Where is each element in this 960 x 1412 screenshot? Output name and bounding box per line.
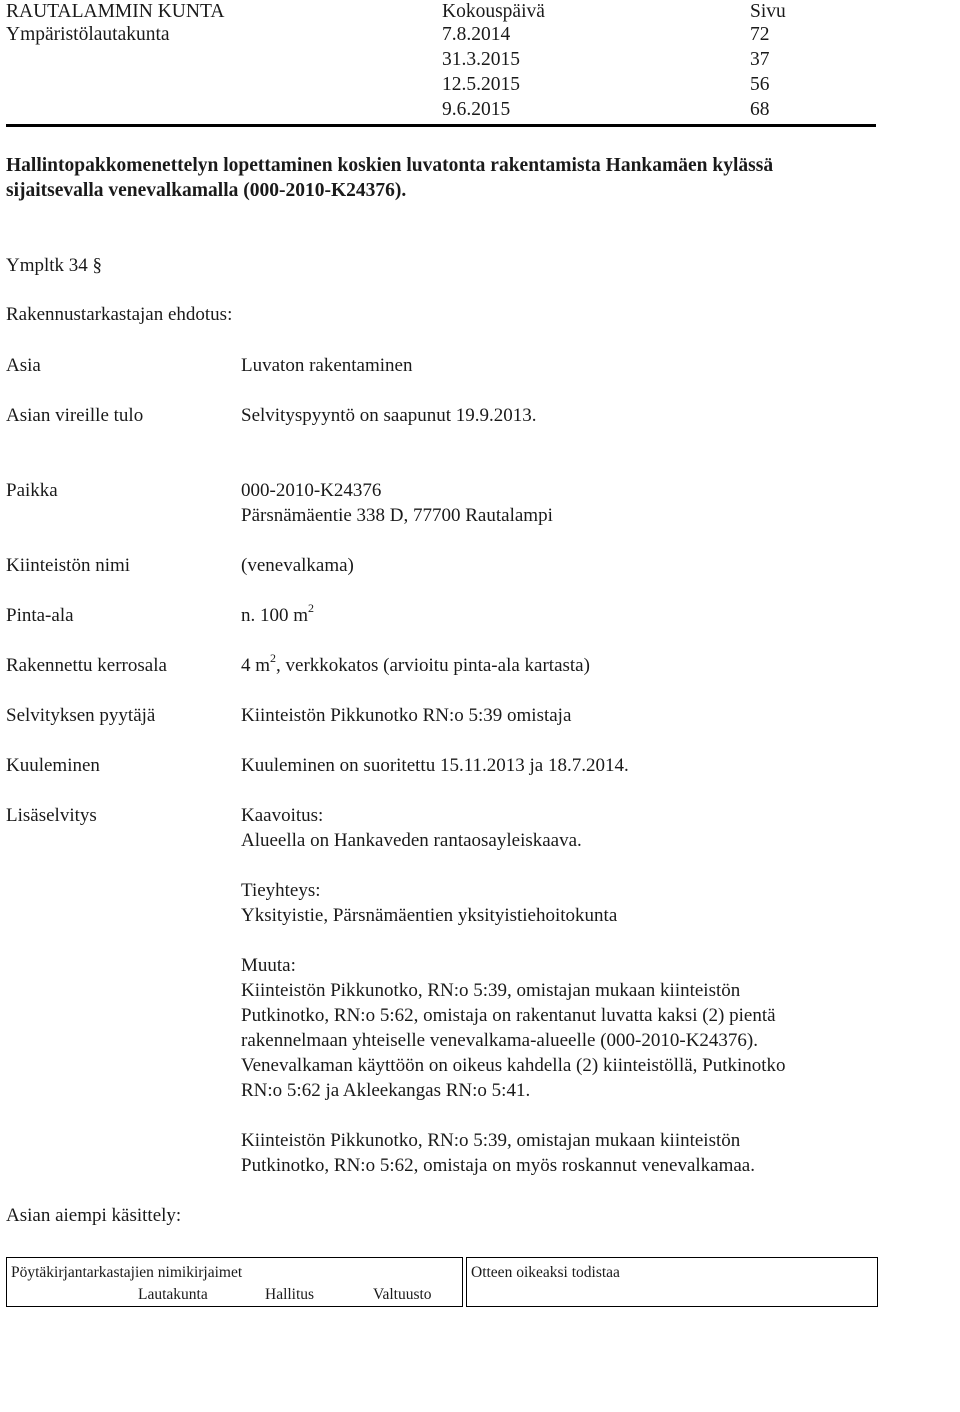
field-label-paikka: Paikka <box>6 480 58 501</box>
page-number: 68 <box>750 99 770 120</box>
field-label-vireille: Asian vireille tulo <box>6 405 144 426</box>
field-value-paikka-address: Pärsnämäentie 338 D, 77700 Rautalampi <box>241 505 553 526</box>
field-label-kerrosala: Rakennettu kerrosala <box>6 655 167 676</box>
superscript: 2 <box>270 650 277 665</box>
signature-col-lautakunta: Lautakunta <box>138 1286 208 1303</box>
page-number: 37 <box>750 49 770 70</box>
muuta2-line: Kiinteistön Pikkunotko, RN:o 5:39, omistajan mukaan kiinteistön <box>241 1130 741 1151</box>
superscript: 2 <box>308 600 315 615</box>
proposal-heading: Rakennustarkastajan ehdotus: <box>6 304 233 325</box>
kaavoitus-text: Alueella on Hankaveden rantaosayleiskaava. <box>241 830 582 851</box>
field-value-kiinteisto: (venevalkama) <box>241 555 354 576</box>
signature-col-valtuusto: Valtuusto <box>373 1286 432 1303</box>
muuta-heading: Muuta: <box>241 955 296 976</box>
muuta-line: Kiinteistön Pikkunotko, RN:o 5:39, omistajan mukaan kiinteistön <box>241 980 741 1001</box>
header-divider <box>6 124 876 127</box>
field-value-pyytaja: Kiinteistön Pikkunotko RN:o 5:39 omistaja <box>241 705 572 726</box>
field-value-paikka-id: 000-2010-K24376 <box>241 480 382 501</box>
field-label-pyytaja: Selvityksen pyytäjä <box>6 705 156 726</box>
page-number: 72 <box>750 24 770 45</box>
page-number: 56 <box>750 74 770 95</box>
pinta-ala-text: n. 100 m <box>241 605 309 626</box>
muuta-line: rakennelmaan yhteiselle venevalkama-alueelle (000-2010-K24376). <box>241 1030 759 1051</box>
field-value-vireille: Selvityspyyntö on saapunut 19.9.2013. <box>241 405 537 426</box>
document-title-line: sijaitsevalla venevalkamalla (000-2010-K24376). <box>6 180 407 201</box>
field-label-aiempi-kasittely: Asian aiempi käsittely: <box>6 1205 182 1226</box>
meeting-date: 9.6.2015 <box>442 99 511 120</box>
kerrosala-desc: , verkkokatos (arvioitu pinta-ala kartasta) <box>276 655 590 676</box>
signature-col-hallitus: Hallitus <box>265 1286 315 1303</box>
meeting-date: 31.3.2015 <box>442 49 520 70</box>
kerrosala-area: 4 m <box>241 655 271 676</box>
signature-box-title: Pöytäkirjantarkastajien nimikirjaimet <box>11 1264 243 1281</box>
field-value-asia: Luvaton rakentaminen <box>241 355 413 376</box>
tieyhteys-text: Yksityistie, Pärsnämäentien yksityistiehoitokunta <box>241 905 618 926</box>
field-label-asia: Asia <box>6 355 41 376</box>
section-reference: Ympltk 34 § <box>6 255 103 276</box>
kaavoitus-heading: Kaavoitus: <box>241 805 324 826</box>
page-label: Sivu <box>750 1 786 22</box>
muuta2-line: Putkinotko, RN:o 5:62, omistaja on myös roskannut venevalkamaa. <box>241 1155 755 1176</box>
org-name: RAUTALAMMIN KUNTA <box>6 1 225 22</box>
field-value-pinta-ala <box>241 600 315 628</box>
document-title-line: Hallintopakkomenettelyn lopettaminen koskien luvatonta rakentamista Hankamäen kylässä <box>6 155 774 176</box>
muuta-line: Venevalkaman käyttöön on oikeus kahdella (2) kiinteistöllä, Putkinotko <box>241 1055 786 1076</box>
field-value-kerrosala <box>241 650 590 678</box>
muuta-line: RN:o 5:62 ja Akleekangas RN:o 5:41. <box>241 1080 531 1101</box>
certification-title: Otteen oikeaksi todistaa <box>471 1264 620 1281</box>
field-label-pinta-ala: Pinta-ala <box>6 605 74 626</box>
meeting-date-label: Kokouspäivä <box>442 1 545 22</box>
muuta-line: Putkinotko, RN:o 5:62, omistaja on rakentanut luvatta kaksi (2) pientä <box>241 1005 776 1026</box>
field-value-kuuleminen: Kuuleminen on suoritettu 15.11.2013 ja 18.7.2014. <box>241 755 629 776</box>
certification-box <box>466 1257 878 1307</box>
field-label-kiinteisto: Kiinteistön nimi <box>6 555 131 576</box>
meeting-date: 12.5.2015 <box>442 74 520 95</box>
field-label-kuuleminen: Kuuleminen <box>6 755 100 776</box>
board-name: Ympäristölautakunta <box>6 24 170 45</box>
tieyhteys-heading: Tieyhteys: <box>241 880 321 901</box>
field-label-lisaselvitys: Lisäselvitys <box>6 805 97 826</box>
signature-box <box>6 1257 463 1307</box>
meeting-date: 7.8.2014 <box>442 24 511 45</box>
